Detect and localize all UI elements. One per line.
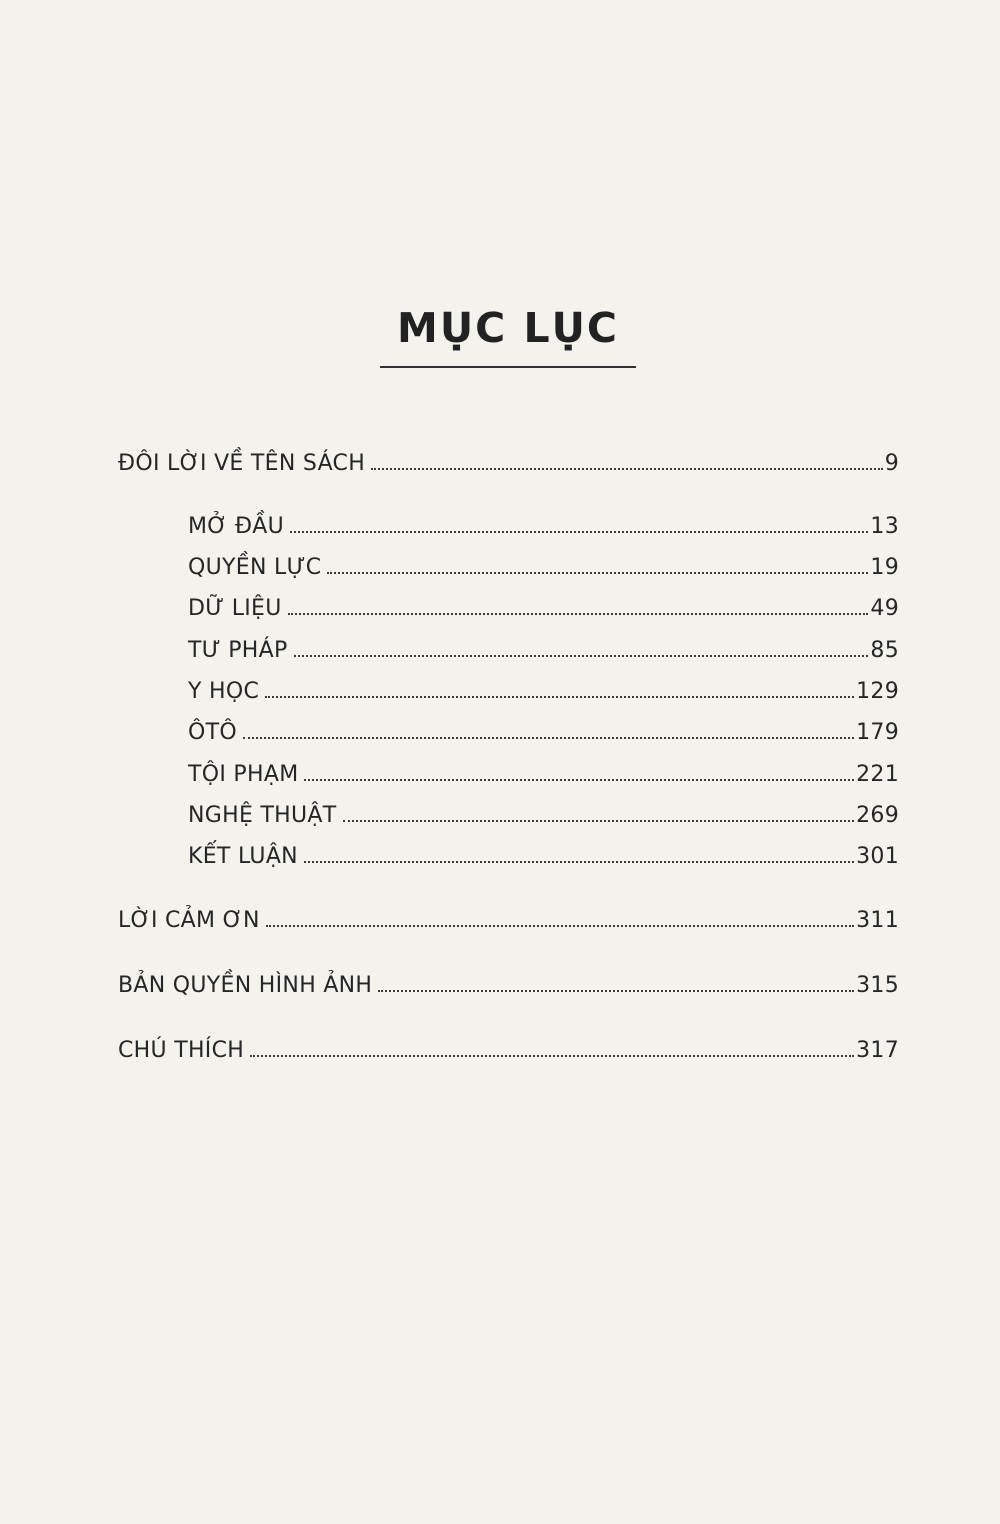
toc-entry-page: 9 bbox=[884, 451, 899, 476]
toc-dot-leader bbox=[266, 925, 854, 927]
toc-entry bbox=[118, 906, 899, 936]
toc-entry-label: QUYỀN LỰC bbox=[188, 555, 322, 580]
toc-dot-leader bbox=[288, 613, 869, 615]
toc-entry-label: Y HỌC bbox=[188, 679, 260, 704]
toc-dot-leader bbox=[371, 468, 883, 470]
toc-entry bbox=[188, 801, 899, 831]
toc-entry-page: 19 bbox=[870, 555, 899, 580]
title-underline bbox=[380, 366, 636, 368]
toc-entry bbox=[188, 553, 899, 583]
toc-entry bbox=[118, 449, 899, 479]
toc-entry-page: 49 bbox=[870, 596, 899, 621]
toc-entry-label: MỞ ĐẦU bbox=[188, 514, 285, 539]
toc-entry bbox=[188, 677, 899, 707]
toc-entry-label: NGHỆ THUẬT bbox=[188, 803, 337, 828]
toc-entry bbox=[188, 842, 899, 872]
toc-dot-leader bbox=[327, 572, 868, 574]
toc-entry-page: 269 bbox=[856, 803, 899, 828]
toc-dot-leader bbox=[243, 737, 854, 739]
toc-entry-label: TƯ PHÁP bbox=[188, 638, 288, 663]
toc-entry-label: ĐÔI LỜI VỀ TÊN SÁCH bbox=[118, 451, 366, 476]
toc-entry-page: 179 bbox=[856, 720, 899, 745]
toc-dot-leader bbox=[304, 861, 854, 863]
toc-entry bbox=[188, 636, 899, 666]
toc-entry-page: 129 bbox=[856, 679, 899, 704]
toc-entry-page: 315 bbox=[856, 973, 899, 998]
toc-entry-page: 221 bbox=[856, 762, 899, 787]
toc-entry bbox=[188, 760, 899, 790]
page-title: MỤC LỤC bbox=[397, 304, 619, 352]
toc-dot-leader bbox=[304, 779, 854, 781]
toc-entry-label: CHÚ THÍCH bbox=[118, 1038, 245, 1063]
toc-entry-page: 317 bbox=[856, 1038, 899, 1063]
toc-entry bbox=[118, 971, 899, 1001]
toc-dot-leader bbox=[343, 820, 855, 822]
toc-dot-leader bbox=[294, 655, 869, 657]
toc-entry bbox=[188, 718, 899, 748]
toc-entry-page: 13 bbox=[870, 514, 899, 539]
toc-entry bbox=[188, 512, 899, 542]
toc-entry bbox=[188, 594, 899, 624]
toc-dot-leader bbox=[378, 990, 854, 992]
toc-entry bbox=[118, 1036, 899, 1066]
toc-dot-leader bbox=[290, 531, 868, 533]
toc-entry-label: LỜI CẢM ƠN bbox=[118, 908, 260, 933]
toc-dot-leader bbox=[265, 696, 854, 698]
toc-entry-page: 311 bbox=[856, 908, 899, 933]
toc-dot-leader bbox=[250, 1055, 854, 1057]
toc-entry-label: BẢN QUYỀN HÌNH ẢNH bbox=[118, 973, 373, 998]
toc-entry-page: 301 bbox=[856, 844, 899, 869]
toc-entry-page: 85 bbox=[870, 638, 899, 663]
toc-entry-label: ÔTÔ bbox=[188, 720, 237, 745]
toc-entry-label: KẾT LUẬN bbox=[188, 844, 298, 869]
toc-entry-label: TỘI PHẠM bbox=[188, 762, 299, 787]
toc-entry-label: DỮ LIỆU bbox=[188, 596, 282, 621]
